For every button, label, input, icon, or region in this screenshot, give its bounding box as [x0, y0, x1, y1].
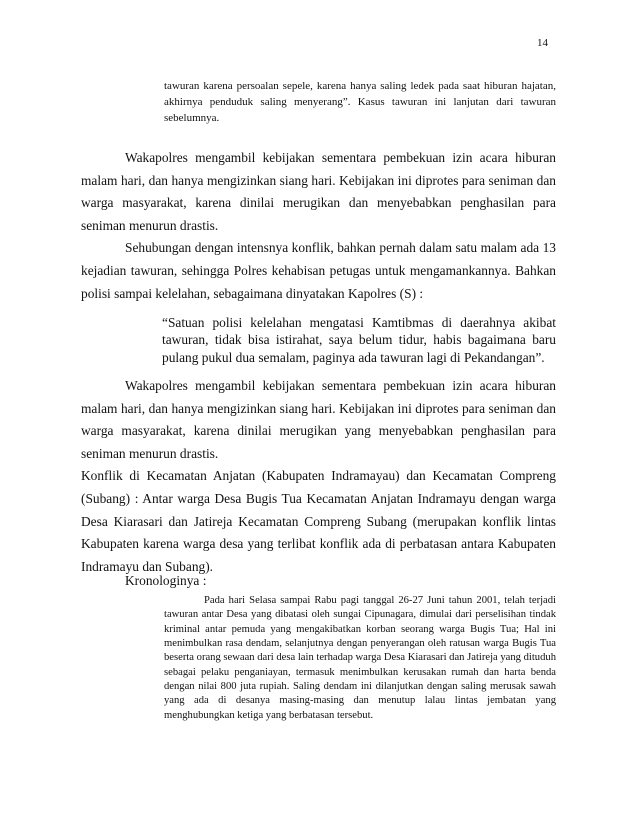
paragraph-konflik-anjatan: Konflik di Kecamatan Anjatan (Kabupaten Indramayau) dan Kecamatan Compreng (Subang) : Antar warga Desa Bugis Tua Kecamatan Anjatan Indramayu dengan warga Desa Kiarasari dan Jatireja Kecamatan Compreng Subang (merupakan konflik lintas Kabupaten karena warga desa yang terlibat konflik ada di perbatasan antara Kabupaten Indramayu dan Subang).: [81, 468, 556, 574]
paragraph-kebijakan-repeat: Wakapolres mengambil kebijakan sementara pembekuan izin acara hiburan malam hari, dan hanya mengizinkan siang hari. Kebijakan ini diprotes para seniman dan warga masyarakat, karena dinilai merugikan yang menyebabkan penghasilan para seniman menurun drastis.: [81, 378, 556, 461]
paragraph-intensitas-konflik: Sehubungan dengan intensnya konflik, bahkan pernah dalam satu malam ada 13 kejadian tawuran, sehingga Polres kehabisan petugas untuk mengamankannya. Bahkan polisi sampai kelelahan, sebagaimana dinyatakan Kapolres (S) :: [81, 240, 556, 301]
chronology-block: [164, 594, 556, 723]
body-section-lower: [81, 375, 556, 578]
paragraph-kebijakan: Wakapolres mengambil kebijakan sementara pembekuan izin acara hiburan malam hari, dan hanya mengizinkan siang hari. Kebijakan ini diprotes para seniman dan warga masyarakat, karena dinilai merugikan dan menyebabkan penghasilan para seniman menurun drastis.: [81, 150, 556, 233]
page-number: 14: [537, 37, 548, 49]
block-quote-top: tawuran karena persoalan sepele, karena hanya saling ledek pada saat hiburan hajatan, akhirnya penduduk saling menyerang”. Kasus tawuran ini lanjutan dari tawuran sebelumnya.: [164, 80, 556, 124]
chronology-text: Pada hari Selasa sampai Rabu pagi tanggal 26-27 Juni tahun 2001, telah terjadi tawuran antar Desa yang dibatasi oleh sungai Cipunagara, dimulai dari perselisihan tindak kriminal antar pemuda yang mengakibatkan korban seorang warga Bugis Tua; Hal ini menimbulkan rasa dendam, selanjutnya dengan penyerangan oleh ratusan warga Bugis Tua beserta orang sewaan dari desa lain terhadap warga Desa Kiarasari dan Jatireja yang dituduh sebagai pelaku penganiayan, termasuk menimbulkan kerusakan rumah dan harta benda dengan nilai 800 juta rupiah. Saling dendam ini dilanjutkan dengan saling merusak sawah yang ada di desanya masing-masing dan menutup lalau lintas jembatan yang menghubungkan ketiga yang berbatasan tersebut.: [164, 595, 556, 721]
body-section-upper: [81, 147, 556, 305]
kronologi-heading: Kronologinya :: [125, 573, 207, 588]
block-quote-kapolres: “Satuan polisi kelelahan mengatasi Kamtibmas di daerahnya akibat tawuran, tidak bisa istirahat, saya belum tidur, habis bagaimana baru pulang pukul dua semalam, paginya ada tawuran lagi di Pekandangan”.: [162, 315, 556, 365]
